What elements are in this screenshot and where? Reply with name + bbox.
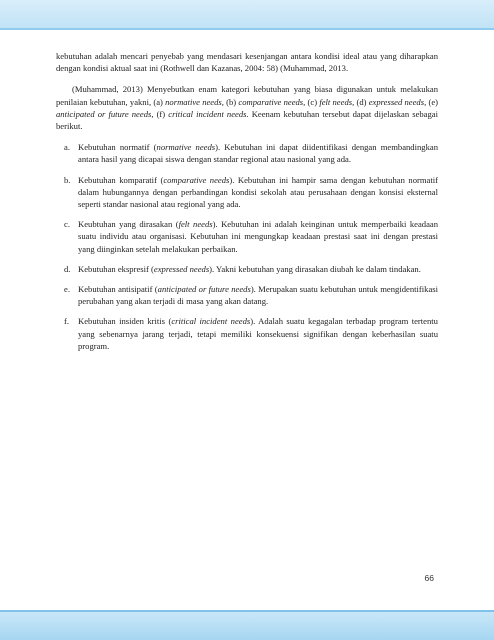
term-critical: critical incident needs. <box>168 108 249 119</box>
list-letter: b. <box>64 174 71 185</box>
text-run: (b) <box>223 96 239 107</box>
page-number: 66 <box>424 573 434 583</box>
list-item-text: Kebutuhan komparatif (comparative needs). Kebutuhan ini hampir sama dengan kebutuhan normatif dalam hubungannya dengan perbandingan kondisi sekolah atau perusahaan dengan konsisi eksternal seperti standar nasional atau regional yang ada. <box>78 174 438 210</box>
list-letter: d. <box>64 263 71 274</box>
text-run: Keenam kebutuhan tersebut dapat dijelaskan sebagai berikut. <box>56 108 438 132</box>
list-item <box>56 141 438 165</box>
header-rule <box>0 28 494 30</box>
text-run: (Muhammad, 2013) Menyebutkan enam kategori kebutuhan yang biasa digunakan untuk melakukan penilaian kebutuhan, yakni, (a) <box>56 84 438 107</box>
list-item <box>56 218 438 255</box>
list-item <box>56 283 438 307</box>
term-expressed: expressed needs, <box>368 96 427 107</box>
list-item-text: Keubtuhan yang dirasakan (felt needs). Kebutuhan ini adalah keinginan untuk memperbaiki keadaan suatu individu atau organisasi. Kebutuhan ini mengungkap keadaan prestasi saat ini dengan prestasi yang diinginkan setelah melakukan perbaikan. <box>78 219 438 254</box>
text-run: (d) <box>354 96 369 107</box>
list-item-text: Kebutuhan normatif (normative needs). Kebutuhan ini dapat diidentifikasi dengan membandingkan antara hasil yang dicapai siswa dengan standar regional atau nasional yang ada. <box>78 142 438 165</box>
needs-list <box>56 141 438 352</box>
list-item <box>56 315 438 352</box>
paragraph-categories <box>56 83 438 132</box>
term-normative: normative needs, <box>165 96 224 107</box>
term-anticipated: anticipated or future needs, <box>56 108 154 119</box>
text-run: (e) <box>426 96 438 107</box>
header-band <box>0 0 494 30</box>
list-item-text: Kebutuhan antisipatif (anticipated or future needs). Merupakan suatu kebutuhan untuk mengidentifikasi perubahan yang akan terjadi di masa yang akan datang. <box>78 284 439 307</box>
page-content <box>56 50 438 360</box>
footer-rule <box>0 610 494 612</box>
list-item-text: Kebutuhan insiden kritis (critical incident needs). Adalah suatu kegagalan terbadap program tertentu yang sebenarnya jarang terjadi, tetapi memiliki konsekuensi signifikan dengan keberhasilan suatu program. <box>78 316 438 351</box>
list-letter: f. <box>64 316 70 327</box>
text-run: (c) <box>305 96 320 107</box>
list-letter: c. <box>64 219 70 230</box>
term-felt: felt needs, <box>319 96 355 107</box>
list-letter: e. <box>64 284 70 295</box>
term-comparative: comparative needs, <box>238 96 306 107</box>
list-item <box>56 174 438 211</box>
paragraph-intro: kebutuhan adalah mencari penyebab yang mendasari kesenjangan antara kondisi ideal atau yang diharapkan dengan kondisi aktual saat ini (Rothwell dan Kazanas, 2004: 58) (Muhammad, 2013. <box>56 51 438 74</box>
footer-band <box>0 610 494 640</box>
list-item <box>56 263 438 275</box>
list-item-text: Kebutuhan ekspresif (expressed needs). Yakni kebutuhan yang dirasakan diubah ke dalam tindakan. <box>78 263 421 274</box>
list-letter: a. <box>64 142 70 153</box>
text-run: (f) <box>153 108 169 119</box>
